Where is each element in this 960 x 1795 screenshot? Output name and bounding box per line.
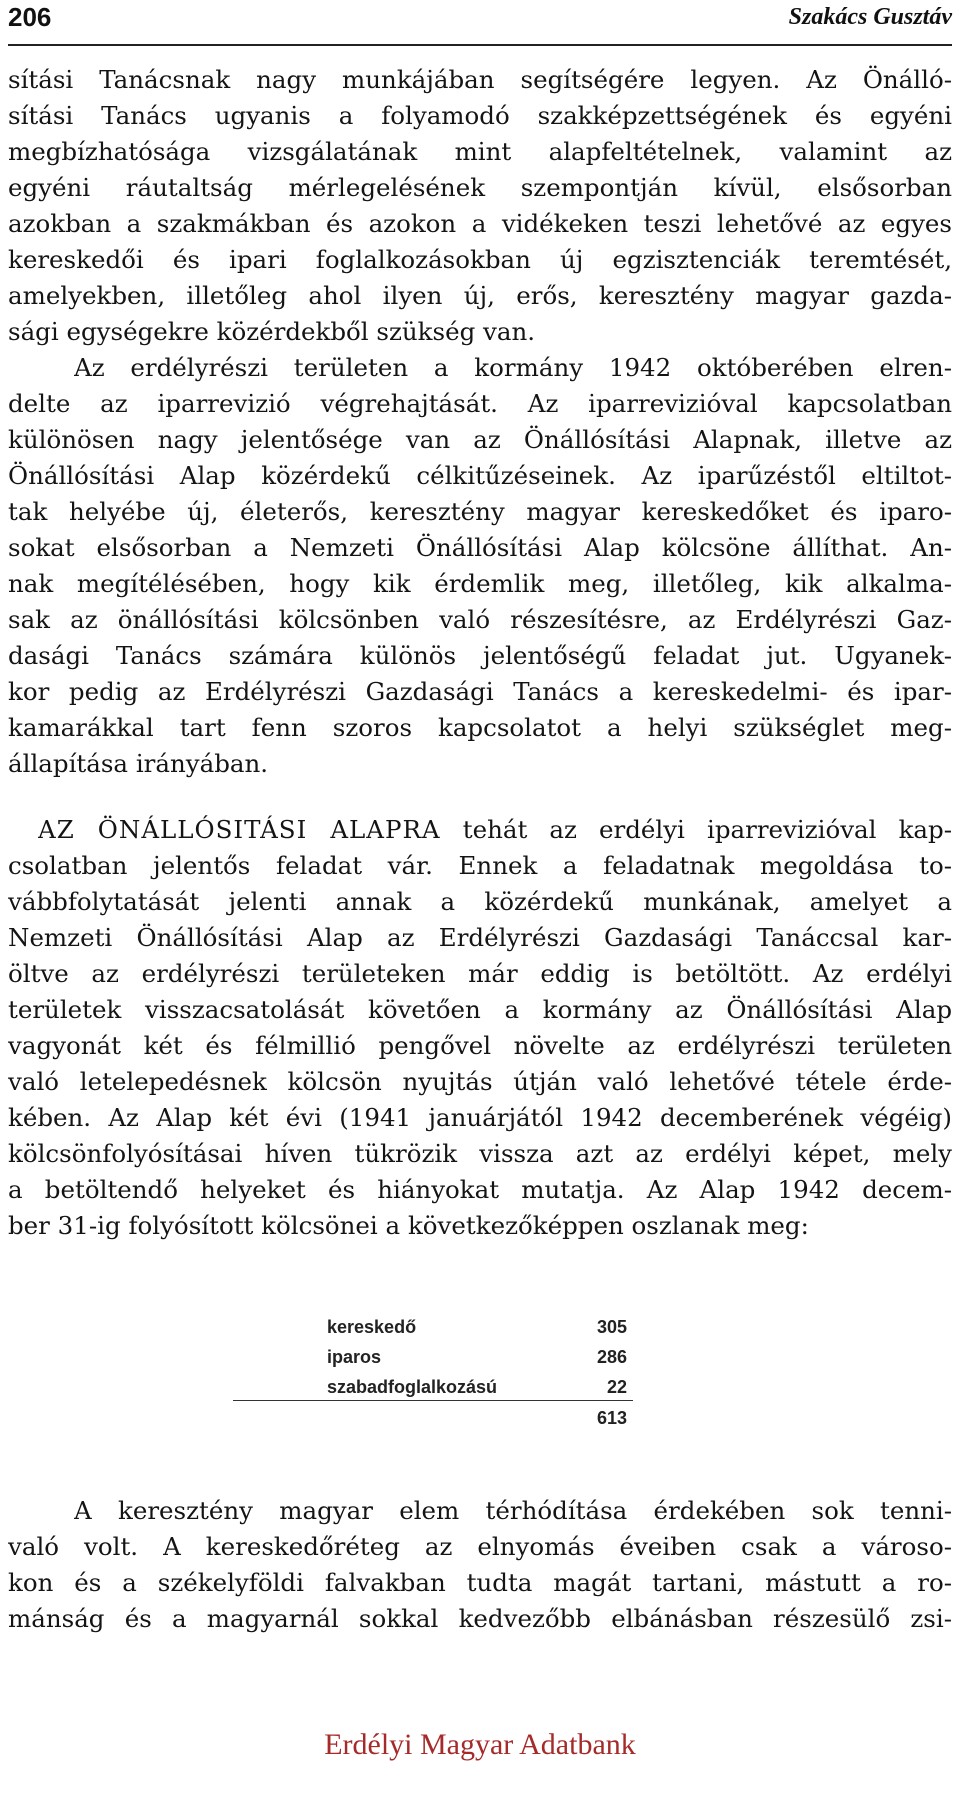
- text-line: való volt. A kereskedőréteg az elnyomás éveiben csak a városo-: [8, 1532, 952, 1561]
- text-line: területek visszacsatolását követően a kormány az Önállósítási Alap: [8, 995, 952, 1024]
- row-value: 22: [606, 1377, 627, 1397]
- text-line: vagyonát két és félmillió pengővel növelte az erdélyrészi területen: [8, 1031, 952, 1060]
- text-run: tehát az erdélyi iparrevizióval kap-: [440, 815, 952, 844]
- text-line: vábbfolytatását jelenti annak a közérdekű munkának, amelyet a: [8, 887, 952, 916]
- text-line: való letelepedésnek kölcsön nyujtás útján való lehetővé tétele érde-: [8, 1067, 952, 1096]
- text-line: Nemzeti Önállósítási Alap az Erdélyrészi Gazdasági Tanáccsal kar-: [8, 923, 952, 952]
- text-line: sági egységekre közérdekből szükség van.: [8, 317, 536, 346]
- text-line: megbízhatósága vizsgálatának mint alapfeltételnek, valamint az: [8, 137, 952, 166]
- running-header: [8, 0, 952, 46]
- table-row: [327, 1342, 627, 1372]
- text-line: Önállósítási Alap közérdekű célkitűzéseinek. Az iparűzéstől eltiltot-: [8, 461, 952, 490]
- text-line: dasági Tanács számára különös jelentőségű feladat jut. Ugyanek-: [8, 641, 952, 670]
- text-line: különösen nagy jelentősége van az Önállósítási Alapnak, illetve az: [8, 425, 952, 454]
- text-line: kon és a székelyföldi falvakban tudta magát tartani, mástutt a ro-: [8, 1568, 952, 1597]
- section-lead-caps: AZ ÖNÁLLÓSITÁSI ALAPRA: [38, 815, 441, 844]
- text-line: sak az önállósítási kölcsönben való részesítésre, az Erdélyrészi Gaz-: [8, 605, 952, 634]
- row-label: kereskedő: [327, 1317, 417, 1337]
- text-line: mánság és a magyarnál sokkal kedvezőbb elbánásban részesülő zsi-: [8, 1604, 952, 1633]
- text-line: tak helyébe új, életerős, keresztény magyar kereskedőket és iparo-: [8, 497, 952, 526]
- text-line: nak megítélésében, hogy kik érdemlik meg, illetőleg, kik alkalma-: [8, 569, 952, 598]
- watermark-footer: Erdélyi Magyar Adatbank: [324, 1728, 636, 1761]
- text-line: csolatban jelentős feladat vár. Ennek a feladatnak megoldása to-: [8, 851, 952, 880]
- text-line: kereskedői és ipari foglalkozásokban új egzisztenciák teremtését,: [8, 245, 952, 274]
- table-total: 613: [596, 1408, 627, 1428]
- text-line: kölcsönfolyósításai híven tükrözik vissza azt az erdélyi képet, mely: [8, 1139, 952, 1168]
- table-row: [327, 1312, 627, 1342]
- text-line: állapítása irányában.: [8, 749, 269, 778]
- loan-table: [327, 1312, 627, 1402]
- sum-rule: [233, 1400, 633, 1401]
- text-line: amelyekben, illetőleg ahol ilyen új, erős, keresztény magyar gazda-: [8, 281, 952, 310]
- text-line: ber 31-ig folyósított kölcsönei a következőképpen oszlanak meg:: [8, 1211, 809, 1240]
- author-header: Szakács Gusztáv: [788, 4, 952, 30]
- text-line: sokat elsősorban a Nemzeti Önállósítási Alap kölcsöne állíthat. An-: [8, 533, 952, 562]
- text-line: delte az iparrevizió végrehajtását. Az iparrevizióval kapcsolatban: [8, 389, 952, 418]
- text-line: kében. Az Alap két évi (1941 januárjától 1942 decemberének végéig): [8, 1103, 952, 1132]
- text-line: kamarákkal tart fenn szoros kapcsolatot a helyi szükséglet meg-: [8, 713, 952, 742]
- table-row: [327, 1372, 627, 1402]
- text-line: sítási Tanácsnak nagy munkájában segítségére legyen. Az Önálló-: [8, 65, 952, 94]
- page-number: 206: [8, 2, 52, 32]
- text-line: kor pedig az Erdélyrészi Gazdasági Tanács a kereskedelmi- és ipar-: [8, 677, 952, 706]
- text-line: Az erdélyrészi területen a kormány 1942 októberében elren-: [74, 353, 952, 382]
- text-line: a betöltendő helyeket és hiányokat mutatja. Az Alap 1942 decem-: [8, 1175, 952, 1204]
- row-value: 305: [596, 1317, 627, 1337]
- row-label: szabadfoglalkozású: [327, 1377, 498, 1397]
- section-lead-line: [38, 814, 952, 846]
- text-line: azokban a szakmákban és azokon a vidékeken teszi lehetővé az egyes: [8, 209, 952, 238]
- text-line: sítási Tanács ugyanis a folyamodó szakképzettségének és egyéni: [8, 101, 952, 130]
- text-line: A keresztény magyar elem térhódítása érdekében sok tenni-: [74, 1496, 952, 1525]
- text-line: öltve az erdélyrészi területeken már eddig is betöltött. Az erdélyi: [8, 959, 952, 988]
- row-label: iparos: [327, 1347, 382, 1367]
- text-line: egyéni ráutaltság mérlegelésének szempontján kívül, elsősorban: [8, 173, 952, 202]
- row-value: 286: [596, 1347, 627, 1367]
